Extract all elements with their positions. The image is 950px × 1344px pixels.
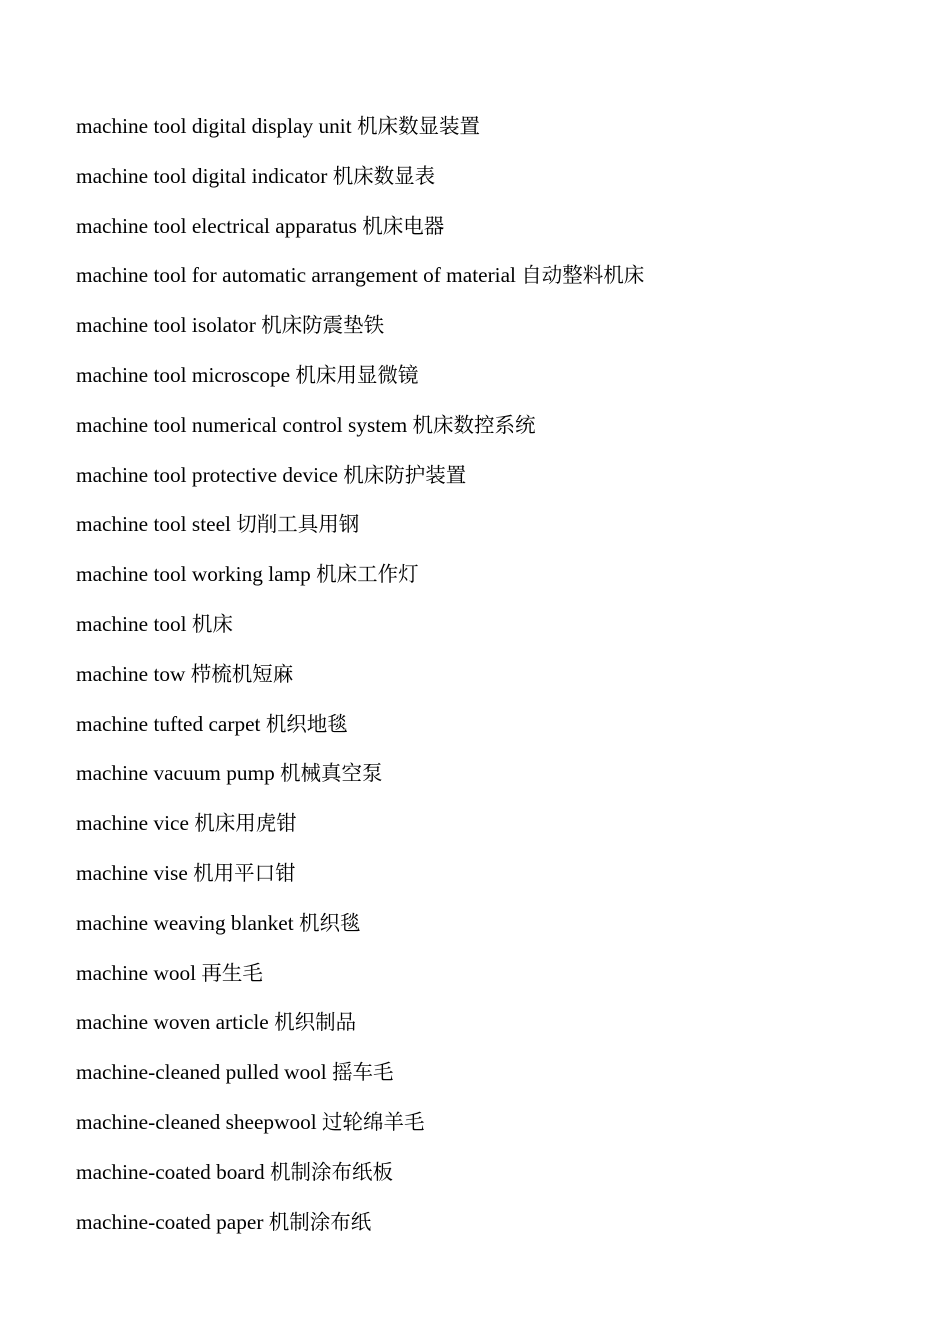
glossary-entry: [76, 208, 644, 258]
entry-english: machine tool for automatic arrangement of material: [76, 263, 516, 288]
entry-chinese: 机制涂布纸板: [269, 1159, 393, 1184]
glossary-entry: [76, 108, 644, 158]
entry-english: machine tow: [76, 661, 186, 686]
entry-chinese: 机织地毯: [265, 711, 348, 736]
entry-chinese: 机床数显装置: [356, 114, 480, 138]
entry-english: machine tool steel: [76, 512, 231, 537]
entry-english: machine-coated board: [76, 1159, 265, 1184]
glossary-entry: [76, 257, 644, 307]
entry-chinese: 摇车毛: [332, 1060, 394, 1085]
entry-english: machine tool digital indicator: [76, 163, 328, 188]
entry-english: machine vice: [76, 811, 189, 836]
glossary-entry: [76, 905, 644, 955]
glossary-entry: [76, 506, 644, 556]
glossary-entry: [76, 556, 644, 606]
entry-chinese: 机床工作灯: [316, 562, 419, 587]
entry-english: machine-cleaned pulled wool: [76, 1060, 327, 1085]
entry-chinese: 再生毛: [201, 960, 263, 985]
glossary-entry: [76, 606, 644, 656]
entry-english: machine tool: [76, 611, 187, 636]
glossary-entry: [76, 706, 644, 756]
entry-english: machine-cleaned sheepwool: [76, 1109, 317, 1134]
entry-chinese: 机床: [191, 611, 233, 636]
glossary-entry: [76, 307, 644, 357]
entry-english: machine tool numerical control system: [76, 412, 408, 437]
glossary-entry: [76, 357, 644, 407]
entry-chinese: 机制涂布纸: [268, 1209, 372, 1234]
entry-chinese: 机床用虎钳: [194, 811, 297, 836]
glossary-entry: [76, 1204, 644, 1254]
entry-english: machine vacuum pump: [76, 761, 275, 786]
entry-chinese: 机床电器: [362, 213, 445, 238]
entry-english: machine tool microscope: [76, 362, 291, 387]
glossary-entry: [76, 1154, 644, 1204]
entry-english: machine vise: [76, 860, 188, 885]
entry-english: machine tufted carpet: [76, 711, 261, 736]
entry-english: machine tool digital display unit: [76, 114, 352, 138]
entry-chinese: 机床防震垫铁: [261, 313, 385, 338]
glossary-entry: [76, 1104, 644, 1154]
entry-chinese: 机织制品: [274, 1010, 357, 1035]
glossary-entry: [76, 158, 644, 208]
glossary-entry: [76, 805, 644, 855]
entry-chinese: 机床防护装置: [343, 462, 467, 487]
entry-chinese: 栉梳机短麻: [190, 661, 294, 686]
glossary-entry: [76, 855, 644, 905]
glossary-entry: [76, 1004, 644, 1054]
glossary-list: [76, 108, 644, 1253]
entry-chinese: 过轮绵羊毛: [322, 1109, 425, 1134]
entry-chinese: 机织毯: [298, 910, 361, 935]
entry-english: machine tool working lamp: [76, 562, 311, 587]
entry-chinese: 切削工具用钢: [236, 512, 360, 537]
entry-chinese: 机床用显微镜: [295, 362, 419, 387]
entry-english: machine wool: [76, 960, 197, 985]
glossary-entry: [76, 656, 644, 706]
glossary-entry: [76, 955, 644, 1005]
entry-chinese: 机床数控系统: [412, 412, 536, 437]
glossary-entry: [76, 457, 644, 507]
entry-chinese: 机用平口钳: [193, 860, 296, 885]
glossary-entry: [76, 407, 644, 457]
entry-english: machine tool isolator: [76, 313, 256, 338]
glossary-entry: [76, 1054, 644, 1104]
entry-chinese: 机械真空泵: [280, 761, 383, 786]
entry-english: machine-coated paper: [76, 1209, 264, 1234]
entry-english: machine woven article: [76, 1010, 269, 1035]
entry-chinese: 自动整料机床: [521, 263, 645, 288]
entry-english: machine tool electrical apparatus: [76, 213, 357, 238]
entry-english: machine tool protective device: [76, 462, 338, 487]
entry-english: machine weaving blanket: [76, 910, 294, 935]
glossary-entry: [76, 755, 644, 805]
entry-chinese: 机床数显表: [332, 163, 436, 188]
